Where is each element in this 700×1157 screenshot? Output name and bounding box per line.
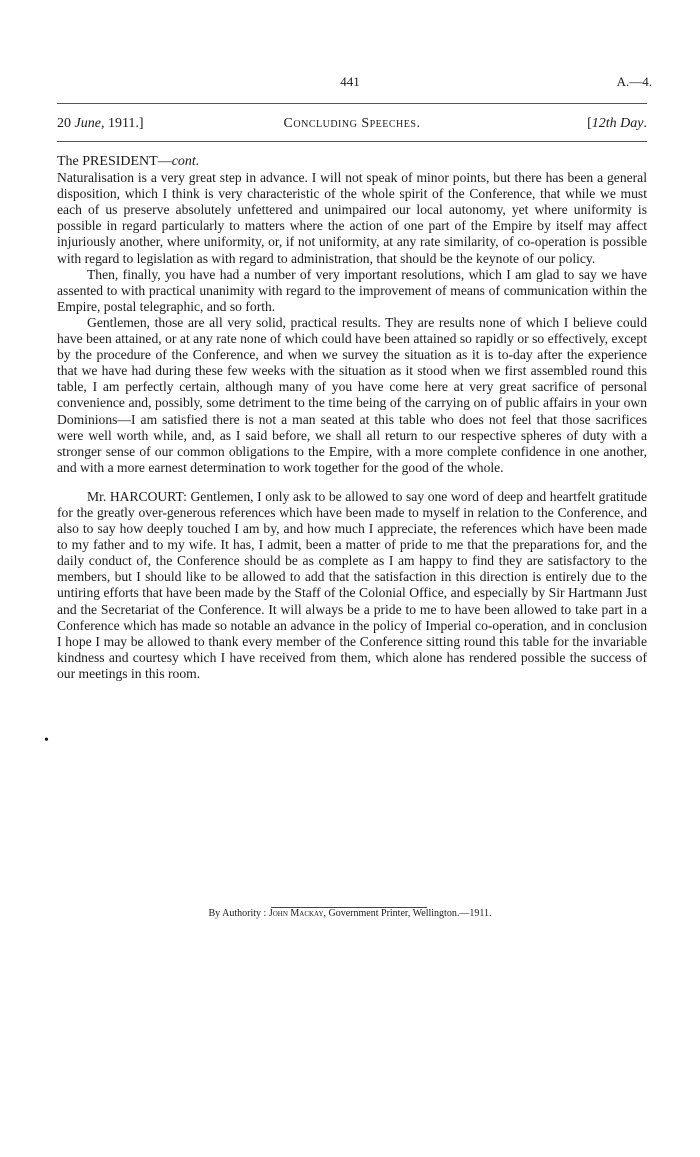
speech-body <box>57 154 647 682</box>
running-head <box>0 74 700 94</box>
paragraph-gap <box>57 476 647 489</box>
paragraph: Gentlemen, those are all very solid, practical results. They are results none of which I believe could have been attained, or at any rate none of which could have been attained so rapidly or so effectively, except by the procedure of the Conference, and when we survey the situation as it is to-day after the experience that we have had during these few weeks with the situation as it stood when we first assembled round this table, I am perfectly certain, although many of you have come here at very great sacrifice of personal convenience and, possibly, some detriment to the time being of the carrying on of public affairs in your own Dominions—I am satisfied there is not a man seated at this table who does not feel that those sacrifices were well worth while, and, as I said before, we shall all return to our respective spheres of duty with a stronger sense of our common obligations to the Empire, with a more complete confidence in one another, and with a more earnest determination to work together for the good of the whole. <box>57 314 647 475</box>
margin-mark: • <box>44 733 49 748</box>
page-number: 441 <box>340 74 360 89</box>
header-day: [12th Day. <box>587 116 647 131</box>
page-header <box>57 116 647 136</box>
speaker-heading: The PRESIDENT—cont. <box>57 154 200 169</box>
header-title: Concluding Speeches. <box>283 116 421 131</box>
printer-name: John Mackay <box>268 908 324 919</box>
series-code: A.—4. <box>616 74 652 89</box>
header-top-rule <box>57 103 647 104</box>
paragraph: Mr. HARCOURT: Gentlemen, I only ask to be allowed to say one word of deep and heartfelt gratitude for the greatly over-generous references which have been made to myself in relation to the Conference, and also to say how deeply touched I am by, and how much I appreciate, the references which have been made to my father and to my wife. It has, I admit, been a matter of pride to me that the preparations for, and the daily conduct of, the Conference should be as complete as I am happy to find they are satisfactory to the members, but I should like to be allowed to add that the satisfaction in this direction is entirely due to the untiring efforts that have been made by the Staff of the Colonial Office, and especially by Sir Hartmann Just and the Secretariat of the Conference. It will always be a pride to me to have been allowed to take part in a Conference which has made so notable an advance in the policy of Imperial co-operation, and in conclusion I hope I may be allowed to thank every member of the Conference sitting round this table for the invariable kindness and courtesy which I have received from them, which alone has rendered possible the success of our meetings in this room. <box>57 488 647 681</box>
header-bottom-rule <box>57 141 647 142</box>
imprint-footer: By Authority : John Mackay, Government Printer, Wellington.—1911. <box>208 908 492 919</box>
header-date: 20 June, 1911.] <box>57 116 144 131</box>
paragraph: Naturalisation is a very great step in advance. I will not speak of minor points, but there has been a general disposition, which I think is very characteristic of the whole spirit of the Conference, that while we must each of us preserve absolutely unfettered and unimpaired our local autonomy, yet where uniformity is possible in regard particularly to matters where the action of one part of the Empire by itself may affect injuriously another, where uniformity, or, if not uniformity, at any rate similarity, of co-operation is possible with regard to legislation as with regard to administration, that should be the keynote of our policy. <box>57 170 647 266</box>
paragraph: Then, finally, you have had a number of very important resolutions, which I am glad to say we have assented to with practical unanimity with regard to the improvement of means of communication within the Empire, postal telegraphic, and so forth. <box>57 266 647 314</box>
